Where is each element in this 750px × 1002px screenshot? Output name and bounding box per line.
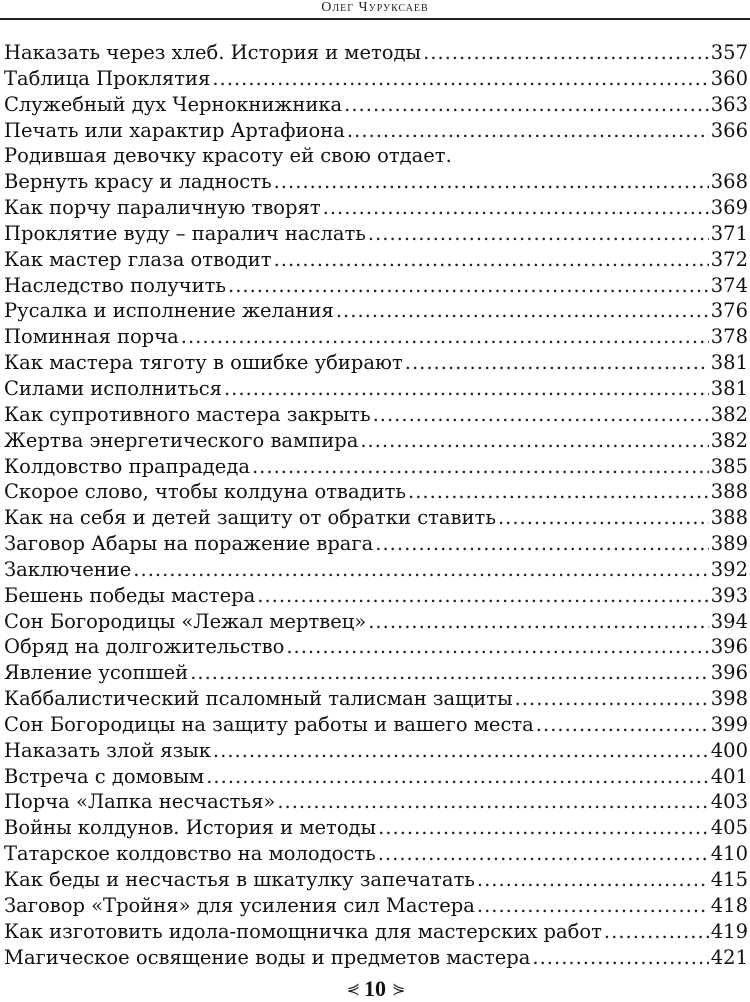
toc-entry-page: 369 (710, 196, 748, 220)
toc-entry (4, 428, 748, 454)
toc-entry-page: 419 (710, 919, 748, 943)
toc-dot-leader (286, 634, 708, 660)
toc-entry-title: Бешень победы мастера (4, 583, 256, 607)
toc-entry-page: 393 (710, 583, 748, 607)
toc-dot-leader (368, 221, 709, 247)
toc-entry-title: Поминная порча (4, 325, 179, 349)
toc-entry (4, 609, 748, 635)
toc-dot-leader (213, 738, 709, 764)
toc-entry (4, 350, 748, 376)
toc-entry-title: Сон Богородицы «Лежал мертвец» (4, 609, 367, 633)
toc-dot-leader (190, 660, 709, 686)
toc-dot-leader (515, 686, 709, 712)
toc-entry (4, 298, 748, 324)
page-footer (0, 978, 750, 1000)
toc-entry (4, 815, 748, 841)
toc-entry-page: 410 (710, 842, 748, 866)
toc-dot-leader (212, 66, 708, 92)
toc-dot-leader (228, 273, 709, 299)
toc-entry-title: Заговор Абары на поражение врага (4, 532, 374, 556)
toc-entry (4, 402, 748, 428)
toc-dot-leader (532, 945, 708, 971)
toc-entry-page: 399 (710, 712, 748, 736)
toc-entry-page: 385 (710, 454, 748, 478)
toc-entry-title: Магическое освящение воды и предметов мастера (4, 945, 531, 969)
toc-entry-page: 382 (710, 428, 748, 452)
toc-entry-page: 381 (710, 376, 748, 400)
toc-entry-title: Как на себя и детей защиту от обратки ставить (4, 506, 496, 530)
toc-entry-title: Вернуть красу и ладность (4, 170, 272, 194)
toc-entry-title: Наказать через хлеб. История и методы (4, 41, 422, 64)
toc-dot-leader (477, 893, 709, 919)
toc-dot-leader (257, 583, 709, 609)
toc-entry-title: Встреча с домовым (4, 764, 205, 788)
toc-entry (4, 376, 748, 402)
toc-entry-title: Как мастера тяготу в ошибке убирают (4, 351, 403, 375)
toc-dot-leader (274, 169, 709, 195)
toc-entry-page: 378 (710, 325, 748, 349)
toc-entry (4, 169, 748, 195)
toc-entry-title: Наследство получить (4, 273, 227, 297)
toc-entry-page: 421 (710, 945, 748, 969)
toc-entry (4, 893, 748, 919)
toc-entry-title: Каббалистический псаломный талисман защиты (4, 687, 513, 711)
toc-dot-leader (181, 324, 709, 350)
toc-dot-leader (206, 764, 709, 790)
toc-entry-page: 368 (710, 170, 748, 194)
toc-entry-page: 396 (710, 661, 748, 685)
running-header: Олег Чуруксаев (321, 0, 429, 15)
toc-entry (4, 738, 748, 764)
toc-entry (4, 789, 748, 815)
toc-entry-title: Силами исполниться (4, 376, 222, 400)
toc-entry-page: 403 (710, 790, 748, 814)
toc-dot-leader (405, 350, 709, 376)
toc-entry-page: 376 (710, 299, 748, 323)
toc-entry-page: 401 (710, 764, 748, 788)
toc-entry (4, 143, 748, 169)
toc-entry (4, 945, 748, 971)
toc-dot-leader (347, 118, 709, 144)
toc-entry-page: 394 (710, 609, 748, 633)
toc-dot-leader (477, 867, 709, 893)
toc-entry (4, 531, 748, 557)
toc-entry (4, 273, 748, 299)
toc-entry-title: Как беды и несчастья в шкатулку запечатать (4, 868, 475, 891)
toc-entry-title: Порча «Лапка несчастья» (4, 790, 276, 814)
toc-entry-page: 374 (710, 273, 748, 297)
ornament-left-icon: ⋞ (346, 981, 358, 998)
toc-entry (4, 247, 748, 273)
toc-entry-title: Татарское колдовство на молодость (4, 842, 376, 866)
toc-entry (4, 660, 748, 686)
toc-entry-page: 363 (710, 92, 748, 116)
toc-dot-leader (344, 92, 709, 118)
toc-entry (4, 454, 748, 480)
toc-entry-page: 405 (710, 816, 748, 840)
toc-entry-page: 382 (710, 402, 748, 426)
toc-entry-title: Как изготовить идола-помощничка для мастерских работ (4, 919, 602, 943)
toc-entry-title: Печать или характир Артафиона (4, 118, 345, 142)
page-number: 10 (364, 976, 386, 1001)
toc-dot-leader (224, 376, 709, 402)
toc-entry (4, 634, 748, 660)
toc-dot-leader (604, 919, 709, 945)
toc-entry-title: Скорое слово, чтобы колдуна отвадить (4, 480, 407, 504)
toc-entry-page: 396 (710, 635, 748, 659)
toc-entry (4, 505, 748, 531)
toc-entry-page: 400 (710, 738, 748, 762)
toc-entry-page: 372 (710, 247, 748, 271)
toc-entry (4, 841, 748, 867)
toc-dot-leader (323, 195, 709, 221)
toc-entry-page: 360 (710, 66, 748, 90)
toc-dot-leader (498, 505, 709, 531)
toc-dot-leader (360, 428, 708, 454)
toc-entry (4, 919, 748, 945)
toc-entry-page: 388 (710, 506, 748, 530)
toc-dot-leader (423, 40, 709, 66)
toc-dot-leader (252, 454, 709, 480)
toc-entry (4, 479, 748, 505)
toc-entry (4, 557, 748, 583)
toc-entry-title: Как мастер глаза отводит (4, 247, 272, 271)
toc-entry (4, 40, 748, 66)
toc-entry-title: Заключение (4, 557, 132, 581)
toc-entry-title: Проклятие вуду – паралич наслать (4, 221, 366, 245)
toc-entry-title: Служебный дух Чернокнижника (4, 92, 343, 116)
toc-dot-leader (375, 531, 708, 557)
table-of-contents (4, 40, 748, 970)
toc-dot-leader (378, 815, 709, 841)
toc-entry-title: Заговор «Тройня» для усиления сил Мастера (4, 893, 475, 917)
toc-entry (4, 118, 748, 144)
toc-entry (4, 686, 748, 712)
header-rule (0, 18, 750, 20)
toc-entry-page: 357 (710, 41, 748, 64)
toc-entry-title: Явление усопшей (4, 661, 189, 685)
toc-entry-title: Таблица Проклятия (4, 66, 211, 90)
toc-dot-leader (408, 479, 709, 505)
toc-entry (4, 66, 748, 92)
toc-entry-title: Колдовство прапрадеда (4, 454, 250, 478)
toc-entry-page: 415 (710, 868, 748, 891)
toc-dot-leader (536, 712, 709, 738)
toc-entry (4, 324, 748, 350)
toc-entry-page: 418 (710, 893, 748, 917)
toc-entry (4, 92, 748, 118)
toc-entry-page: 392 (710, 557, 748, 581)
ornament-right-icon: ⋟ (392, 981, 404, 998)
toc-dot-leader (373, 402, 709, 428)
toc-entry (4, 221, 748, 247)
toc-entry (4, 583, 748, 609)
toc-entry-page: 389 (710, 532, 748, 556)
toc-entry-title: Войны колдунов. История и методы (4, 816, 377, 840)
toc-entry-title: Сон Богородицы на защиту работы и вашего места (4, 712, 534, 736)
toc-entry (4, 867, 748, 893)
toc-entry-page: 388 (710, 480, 748, 504)
toc-entry-title: Как порчу параличную творят (4, 196, 321, 220)
toc-entry (4, 764, 748, 790)
toc-entry-page: 366 (710, 118, 748, 142)
toc-dot-leader (274, 247, 709, 273)
toc-entry-title: Как супротивного мастера закрыть (4, 402, 371, 426)
toc-entry-title: Жертва энергетического вампира (4, 428, 359, 452)
toc-dot-leader (378, 841, 709, 867)
toc-dot-leader (133, 557, 708, 583)
toc-entry-page: 398 (710, 687, 748, 711)
toc-entry (4, 195, 748, 221)
toc-entry-page: 381 (710, 351, 748, 375)
toc-entry-title: Родившая девочку красоту ей свою отдает. (4, 144, 452, 168)
toc-dot-leader (336, 298, 709, 324)
toc-entry-title: Наказать злой язык (4, 738, 211, 762)
toc-entry (4, 712, 748, 738)
toc-entry-page: 371 (710, 221, 748, 245)
toc-dot-leader (368, 609, 709, 635)
toc-dot-leader (277, 789, 708, 815)
toc-entry-title: Русалка и исполнение желания (4, 299, 334, 323)
toc-entry-title: Обряд на долгожительство (4, 635, 285, 659)
